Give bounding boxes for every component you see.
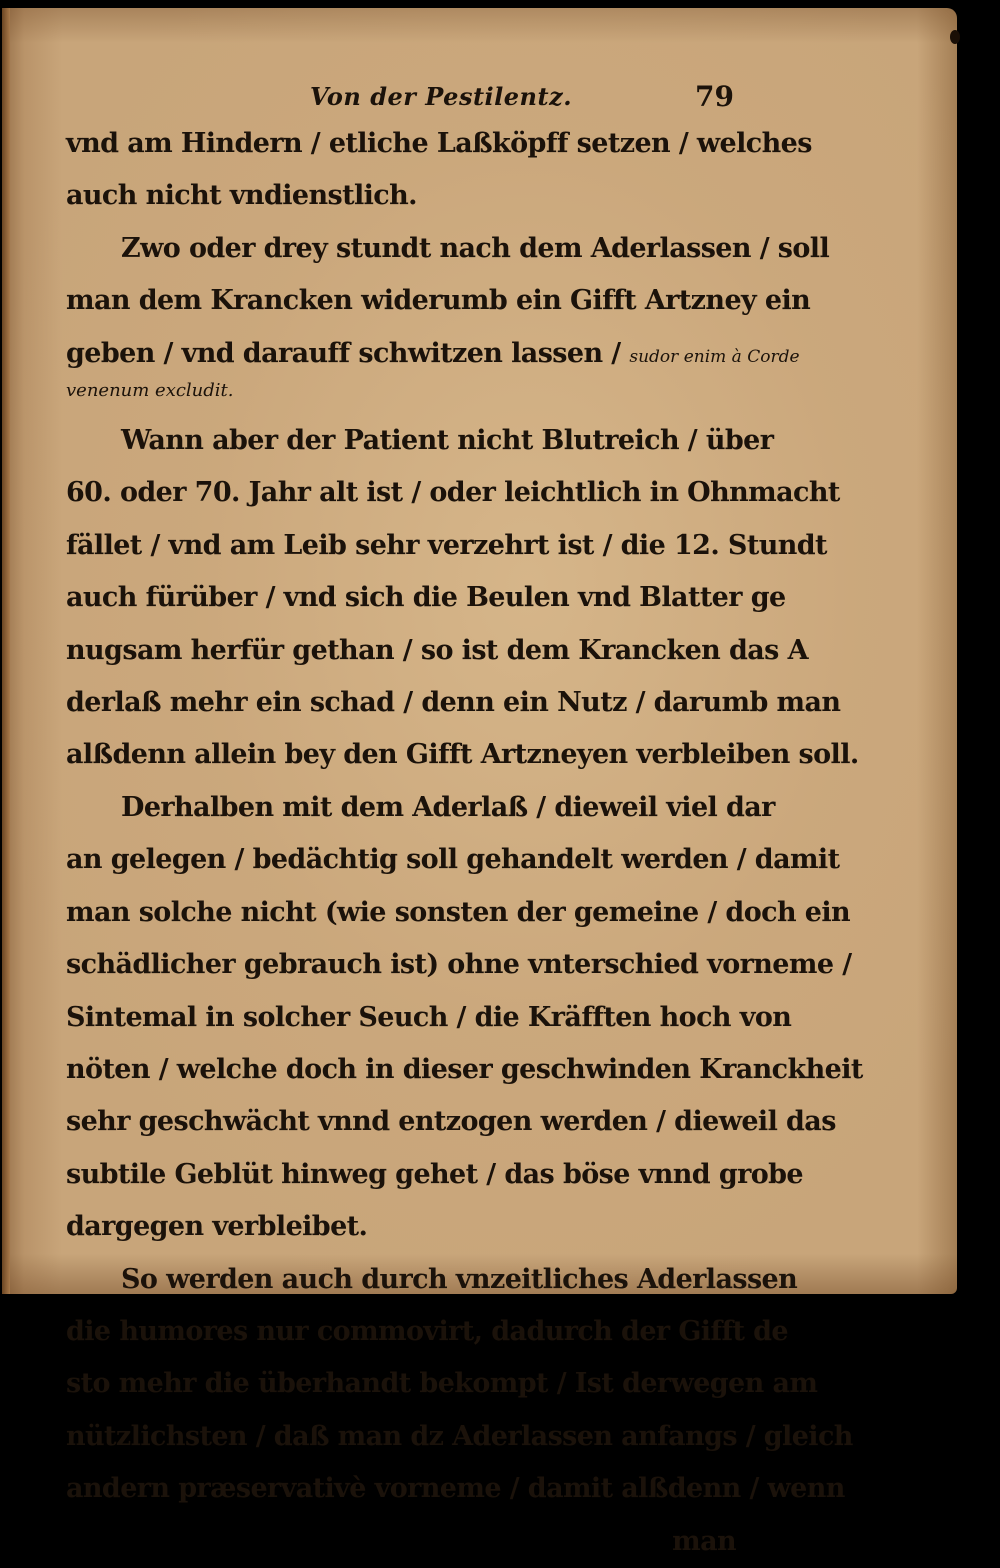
text-line (66, 1306, 789, 1358)
text-line (66, 1044, 863, 1096)
text-line-content: auch fürüber / vnd sich die Beulen vnd Blatter ge (66, 582, 786, 614)
text-line-content: derlaß mehr ein schad / denn ein Nutz / darumb man (66, 687, 841, 719)
text-line (66, 729, 859, 781)
text-line (66, 328, 800, 383)
text-line-content: Wann aber der Patient nicht Blutreich / über (121, 425, 774, 457)
text-line (66, 1516, 736, 1568)
text-line-content: schädlicher gebrauch ist) ohne vnterschied vorneme / (66, 949, 852, 981)
text-line-content: man dem Krancken widerumb ein Gifft Artzney ein (66, 285, 811, 317)
text-line (66, 572, 786, 624)
text-line (66, 415, 774, 467)
text-line (66, 1201, 736, 1253)
text-line (66, 677, 841, 729)
text-line-content: an gelegen / bedächtig soll gehandelt werden / damit (66, 844, 840, 876)
text-line (66, 992, 792, 1044)
text-line-content: auch nicht vndienstlich. (66, 180, 417, 212)
text-line-content: fället / vnd am Leib sehr verzehrt ist / die 12. Stundt (66, 529, 827, 561)
ink-blot (950, 30, 960, 44)
text-line-content: nöten / welche doch in dieser geschwinden Kranckheit (66, 1053, 863, 1085)
text-line-content: man (672, 1525, 736, 1557)
text-line (66, 118, 812, 170)
text-line (66, 1358, 818, 1410)
text-line-content: andern præservativè vorneme / damit alßdenn / wenn (66, 1473, 845, 1505)
text-line (66, 1411, 853, 1463)
text-line (66, 1463, 845, 1515)
text-line (66, 887, 851, 939)
text-line-content: dargegen verbleibet. (66, 1211, 368, 1243)
text-line-content: subtile Geblüt hinweg gehet / das böse vnnd grobe (66, 1158, 804, 1190)
text-line (66, 223, 830, 275)
text-line-content: sto mehr die überhandt bekompt / Ist derwegen am (66, 1368, 818, 1400)
text-line-content: venenum excludit. (66, 380, 234, 402)
text-line-content: sehr geschwächt vnnd entzogen werden / dieweil das (66, 1106, 836, 1138)
text-line-content: nugsam herfür gethan / so ist dem Krancken das A (66, 634, 808, 666)
text-line-content: Derhalben mit dem Aderlaß / dieweil viel dar (121, 791, 775, 823)
text-line-content: So werden auch durch vnzeitliches Aderlassen (121, 1263, 798, 1295)
text-line-content: geben / vnd darauff schwitzen lassen / (66, 337, 630, 369)
text-line-content: man solche nicht (wie sonsten der gemeine / doch ein (66, 896, 851, 928)
text-line (66, 170, 736, 222)
text-line-content: alßdenn allein bey den Gifft Artzneyen verbleiben soll. (66, 739, 859, 771)
running-header: Von der Pestilentz. (310, 82, 573, 111)
text-line (66, 1254, 798, 1306)
text-line-content: 60. oder 70. Jahr alt ist / oder leichtlich in Ohnmacht (66, 477, 840, 509)
page-gutter-shadow (2, 8, 10, 1294)
text-line-content: Sintemal in solcher Seuch / die Kräfften hoch von (66, 1001, 792, 1033)
text-line-content: Zwo oder drey stundt nach dem Aderlassen / soll (121, 232, 830, 264)
text-line (66, 625, 808, 677)
text-line (66, 1096, 836, 1148)
page-number: 79 (695, 80, 734, 113)
text-line (66, 520, 827, 572)
text-line (66, 939, 852, 991)
text-line (66, 467, 840, 519)
text-line-content: die humores nur commovirt, dadurch der Gifft de (66, 1315, 789, 1347)
text-line (66, 275, 811, 327)
latin-phrase: sudor enim à Corde (629, 346, 800, 367)
text-line-content: vnd am Hindern / etliche Laßköpff setzen / welches (66, 128, 812, 159)
text-line (66, 834, 840, 886)
text-line (66, 1149, 804, 1201)
text-line (66, 782, 775, 834)
page-body (66, 118, 863, 1568)
text-line-content: nützlichsten / daß man dz Aderlassen anfangs / gleich (66, 1420, 853, 1452)
